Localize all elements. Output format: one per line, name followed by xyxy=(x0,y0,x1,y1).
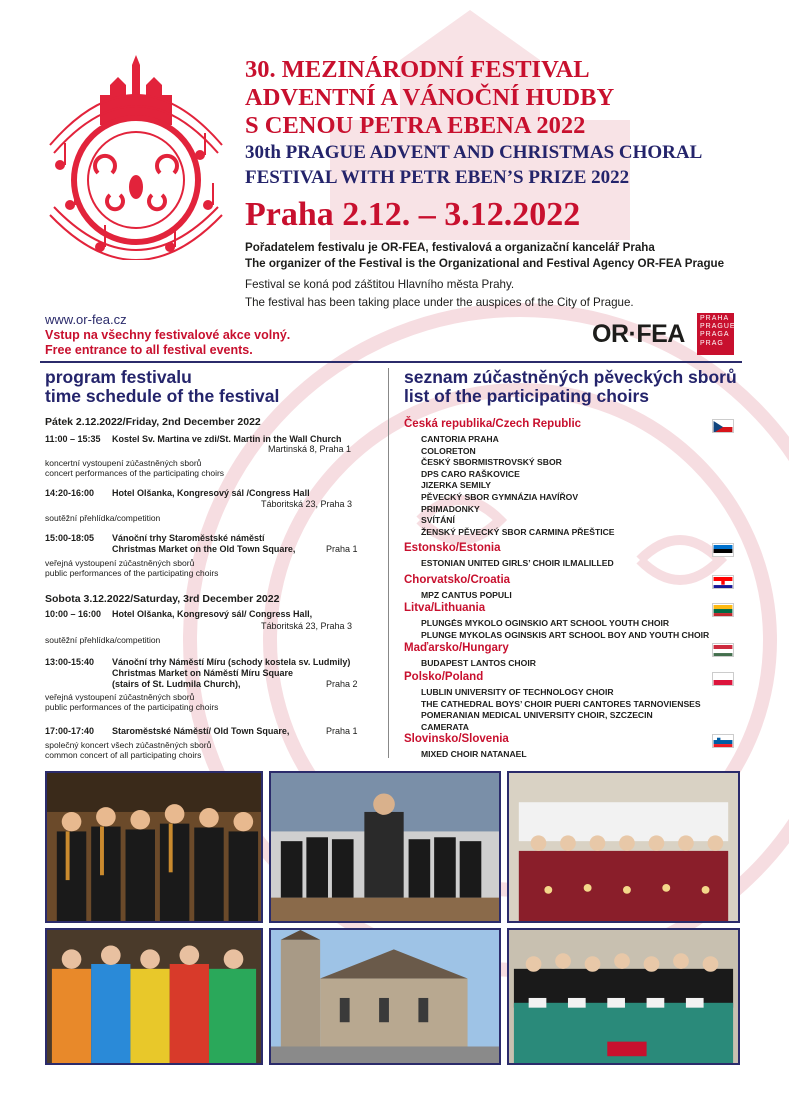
event-1-note-en: concert performances of the participating choirs xyxy=(45,468,225,478)
photo-colorful-choir xyxy=(45,928,263,1065)
day-1-heading: Pátek 2.12.2022/Friday, 2nd December 2022 xyxy=(45,416,261,428)
program-heading-en: time schedule of the festival xyxy=(45,386,280,406)
flag-lt-icon xyxy=(712,603,734,617)
choir-name: BUDAPEST LANTOS CHOIR xyxy=(421,658,536,668)
choirs-heading-en: list of the participating choirs xyxy=(404,386,650,406)
event-6-note-cz: společný koncert všech zúčastněných sborů xyxy=(45,740,212,750)
program-heading-cz: program festivalu xyxy=(45,367,192,387)
country-heading: Česká republika/Czech Republic xyxy=(404,418,582,430)
festival-dates: Praha 2.12. – 3.12.2022 xyxy=(245,196,581,233)
choir-name: LUBLIN UNIVERSITY OF TECHNOLOGY CHOIR xyxy=(421,687,614,697)
orfea-logo: OR·FEA xyxy=(592,320,685,348)
country-heading: Maďarsko/Hungary xyxy=(404,642,509,654)
prague-logo: PRAHA PRAGUE PRAGA PRAG xyxy=(697,313,734,355)
event-1-note-cz: koncertní vystoupení zúčastněných sborů xyxy=(45,458,202,468)
photo-children-choir xyxy=(507,771,740,923)
event-2: 14:20-16:00 Hotel Olšanka, Kongresový sál /Congress Hall xyxy=(45,488,310,498)
photo-church xyxy=(269,928,501,1065)
event-3-note-cz: veřejná vystoupení zúčastněných sborů xyxy=(45,558,195,568)
choir-name: SVÍTÁNÍ xyxy=(421,515,455,526)
title-cz-line-2: ADVENTNÍ A VÁNOČNÍ HUDBY xyxy=(245,84,615,111)
event-4-address: Táboritská 23, Praha 3 xyxy=(261,621,353,631)
choir-name: CANTORIA PRAHA xyxy=(421,434,499,444)
website-link[interactable]: www.or-fea.cz xyxy=(45,312,127,327)
choir-name: CAMERATA xyxy=(421,721,469,732)
title-cz-line-3: S CENOU PETRA EBENA 2022 xyxy=(245,112,586,139)
event-3-line-2: Christmas Market on the Old Town Square, xyxy=(112,544,296,554)
flag-ee-icon xyxy=(712,543,734,557)
choir-name: MIXED CHOIR NATANAEL xyxy=(421,749,527,759)
country-heading: Polsko/Poland xyxy=(404,671,484,683)
choir-name: PĚVECKÝ SBOR GYMNÁZIA HAVÍŘOV xyxy=(421,492,579,502)
title-en-line-2: FESTIVAL WITH PETR EBEN’S PRIZE 2022 xyxy=(245,167,630,188)
event-5-note-cz: veřejná vystoupení zúčastněných sborů xyxy=(45,692,195,702)
event-1: 11:00 – 15:35 Kostel Sv. Martina ve zdi/St. Martin in the Wall Church xyxy=(45,434,342,444)
event-4: 10:00 – 16:00 Hotel Olšanka, Kongresový sál/ Congress Hall, xyxy=(45,609,313,619)
event-6-address: Praha 1 xyxy=(326,726,358,736)
country-heading: Chorvatsko/Croatia xyxy=(404,574,511,586)
free-entrance-en: Free entrance to all festival events. xyxy=(45,343,253,357)
photo-green-choir xyxy=(507,928,740,1065)
flag-cz-icon xyxy=(712,419,734,433)
title-cz-line-1: 30. MEZINÁRODNÍ FESTIVAL xyxy=(245,56,590,83)
event-5-line-2: Christmas Market on Náměstí Míru Square xyxy=(112,668,294,678)
event-3: 15:00-18:05 Vánoční trhy Staroměstské náměstí xyxy=(45,533,265,543)
event-5: 13:00-15:40 Vánoční trhy Náměstí Míru (schody kostela sv. Ludmily) xyxy=(45,657,351,667)
flag-hr-icon xyxy=(712,575,734,589)
choir-name: POMERANIAN MEDICAL UNIVERSITY CHOIR, SZCZECIN xyxy=(421,710,653,721)
photo-conductor xyxy=(269,771,501,923)
event-1-address: Martinská 8, Praha 1 xyxy=(268,444,352,454)
flag-hu-icon xyxy=(712,643,734,657)
free-entrance-cz: Vstup na všechny festivalové akce volný. xyxy=(45,328,291,342)
choir-name: JIZERKA SEMILY xyxy=(421,480,492,491)
column-divider xyxy=(388,368,389,758)
event-2-address: Táboritská 23, Praha 3 xyxy=(261,499,353,509)
auspices-en: The festival has been taking place under the auspices of the City of Prague. xyxy=(245,296,634,309)
photo-girls-choir xyxy=(45,771,263,923)
event-4-note: soutěžní přehlídka/competition xyxy=(45,635,161,645)
event-3-address: Praha 1 xyxy=(326,544,358,554)
day-2-heading: Sobota 3.12.2022/Saturday, 3rd December 2022 xyxy=(45,593,280,605)
choir-name: ČESKÝ SBORMISTROVSKÝ SBOR xyxy=(421,457,562,468)
choir-name: MPZ CANTUS POPULI xyxy=(421,590,512,600)
choir-name: PRIMADONKY xyxy=(421,503,480,514)
choir-name: COLORETON xyxy=(421,445,476,456)
festival-logo xyxy=(40,55,225,260)
event-6: 17:00-17:40 Staroměstské Náměstí/ Old Town Square, xyxy=(45,726,290,736)
organizer-cz: Pořadatelem festivalu je OR-FEA, festivalová a organizační kancelář Praha xyxy=(245,241,655,254)
organizer-en: The organizer of the Festival is the Organizational and Festival Agency OR-FEA Prague xyxy=(245,257,725,270)
event-5-line-3: (stairs of St. Ludmila Church), xyxy=(112,679,241,689)
event-5-note-en: public performances of the participating choirs xyxy=(45,702,219,712)
country-heading: Litva/Lithuania xyxy=(404,602,486,614)
event-3-note-en: public performances of the participating choirs xyxy=(45,568,219,578)
event-2-note: soutěžní přehlídka/competition xyxy=(45,513,161,523)
event-6-note-en: common concert of all participating choirs xyxy=(45,750,202,760)
section-divider xyxy=(40,361,742,363)
choir-name: THE CATHEDRAL BOYS’ CHOIR PUERI CANTORES TARNOVIENSES xyxy=(421,698,701,709)
choir-name: ESTONIAN UNITED GIRLS’ CHOIR ILMALILLED xyxy=(421,558,614,568)
flag-si-icon xyxy=(712,734,734,748)
choir-name: ŽENSKÝ PĚVECKÝ SBOR CARMINA PŘEŠTICE xyxy=(421,526,615,537)
country-heading: Estonsko/Estonia xyxy=(404,542,501,554)
title-en-line-1: 30th PRAGUE ADVENT AND CHRISTMAS CHORAL xyxy=(245,142,703,163)
choirs-heading-cz: seznam zúčastněných pěveckých sborů xyxy=(404,367,737,387)
event-5-address: Praha 2 xyxy=(326,679,358,689)
choir-name: PLUNGE MYKOLAS OGINSKIS ART SCHOOL BOY AND YOUTH CHOIR xyxy=(421,629,710,640)
country-heading: Slovinsko/Slovenia xyxy=(404,733,509,745)
auspices-cz: Festival se koná pod záštitou Hlavního města Prahy. xyxy=(245,278,515,291)
choir-name: DPS CARO RAŠKOVICE xyxy=(421,468,520,479)
flag-pl-icon xyxy=(712,672,734,686)
choir-name: PLUNGĖS MYKOLO OGINSKIO ART SCHOOL YOUTH CHOIR xyxy=(421,618,670,628)
